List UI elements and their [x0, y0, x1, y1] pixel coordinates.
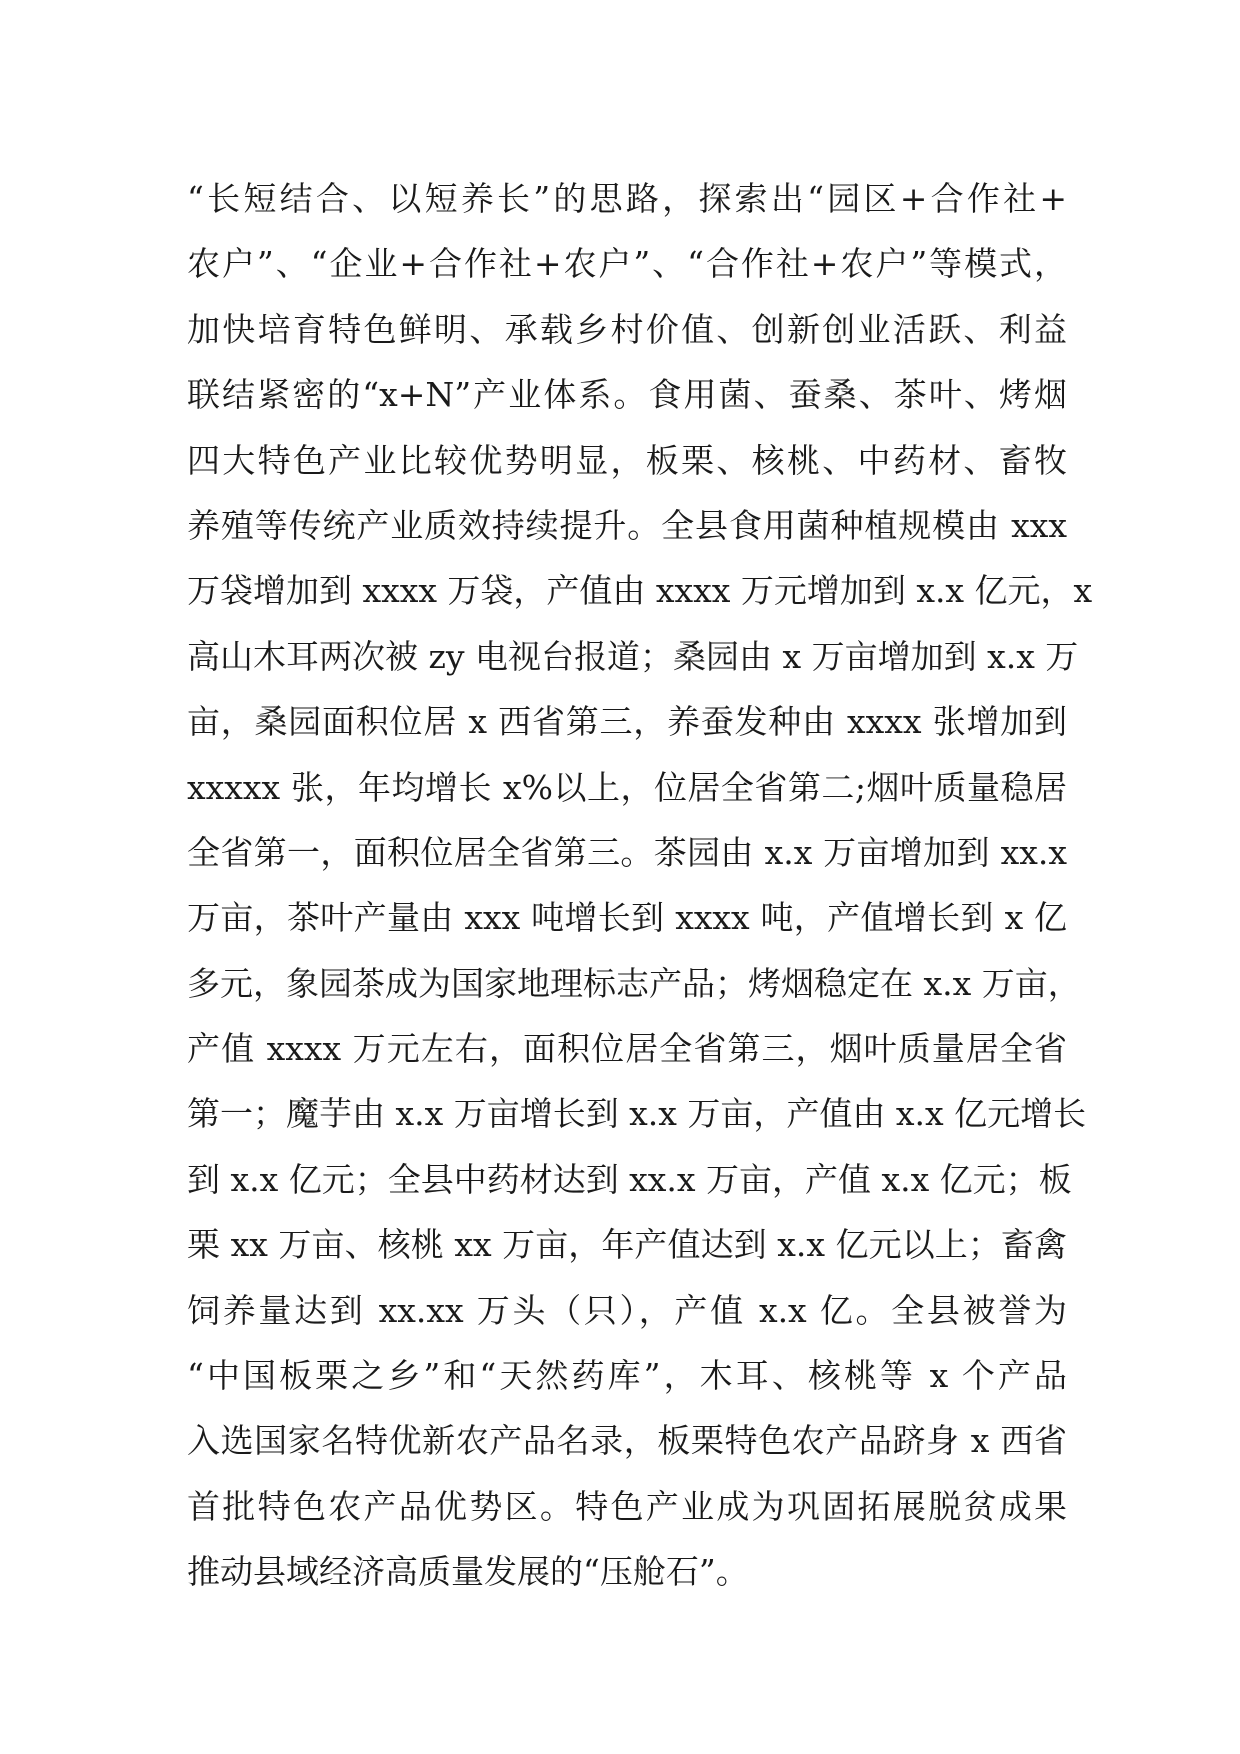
text-line: 加快培育特色鲜明、承载乡村价值、创新创业活跃、利益 [187, 309, 1067, 349]
text-line: 四大特色产业比较优势明显，板栗、核桃、中药材、畜牧 [187, 440, 1067, 480]
text-line: 到 x.x 亿元；全县中药材达到 xx.x 万亩，产值 x.x 亿元；板 [187, 1159, 1072, 1199]
text-line: 高山木耳两次被 zy 电视台报道；桑园由 x 万亩增加到 x.x 万 [187, 636, 1079, 676]
text-line: 万袋增加到 xxxx 万袋，产值由 xxxx 万元增加到 x.x 亿元，x [187, 571, 1093, 611]
text-line: 入选国家名特优新农产品名录，板栗特色农产品跻身 x 西省 [187, 1421, 1067, 1461]
text-line: 全省第一，面积位居全省第三。茶园由 x.x 万亩增加到 xx.x [187, 832, 1067, 872]
text-line: 栗 xx 万亩、核桃 xx 万亩，年产值达到 x.x 亿元以上；畜禽 [187, 1225, 1067, 1265]
text-line: 亩，桑园面积位居 x 西省第三，养蚕发种由 xxxx 张增加到 [187, 702, 1067, 742]
body-paragraph [187, 166, 1093, 1605]
text-line: 联结紧密的“x+N”产业体系。食用菌、蚕桑、茶叶、烤烟 [187, 375, 1067, 415]
text-line: 首批特色农产品优势区。特色产业成为巩固拓展脱贫成果 [187, 1486, 1067, 1526]
text-line: 多元，象园茶成为国家地理标志产品；烤烟稳定在 x.x 万亩， [187, 963, 1081, 1003]
text-line: 养殖等传统产业质效持续提升。全县食用菌种植规模由 xxx [187, 505, 1067, 545]
text-line: 饲养量达到 xx.xx 万头（只），产值 x.x 亿。全县被誉为 [187, 1290, 1067, 1330]
text-line: xxxxx 张，年均增长 x%以上，位居全省第二;烟叶质量稳居 [187, 767, 1067, 807]
text-line: 推动县域经济高质量发展的“压舱石”。 [187, 1552, 749, 1592]
text-line: “长短结合、以短养长”的思路，探索出“园区+合作社+ [187, 179, 1067, 218]
text-line: 农户”、“企业+合作社+农户”、“合作社+农户”等模式， [187, 244, 1067, 284]
text-line: “中国板栗之乡”和“天然药库”，木耳、核桃等 x 个产品 [187, 1356, 1067, 1396]
text-line: 产值 xxxx 万元左右，面积位居全省第三，烟叶质量居全省 [187, 1029, 1067, 1069]
text-line: 第一；魔芋由 x.x 万亩增长到 x.x 万亩，产值由 x.x 亿元增长 [187, 1094, 1087, 1134]
text-line: 万亩，茶叶产量由 xxx 吨增长到 xxxx 吨，产值增长到 x 亿 [187, 898, 1067, 938]
